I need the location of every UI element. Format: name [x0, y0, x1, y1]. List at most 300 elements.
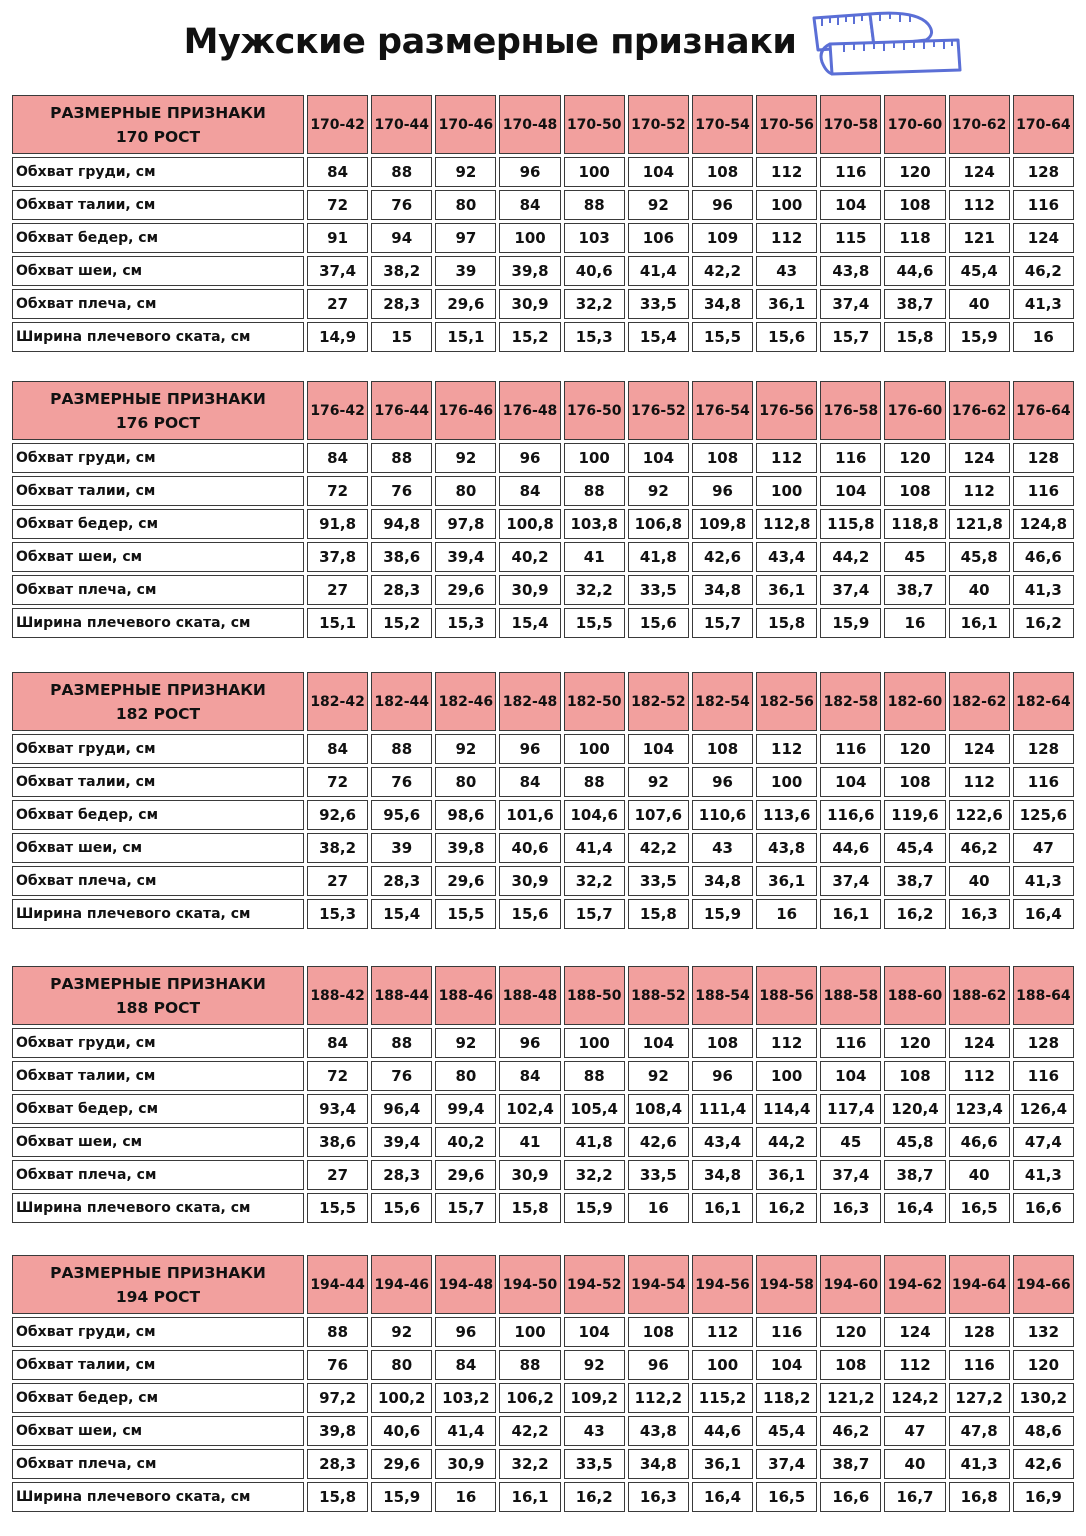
table-cell: 30,9 — [499, 866, 560, 896]
table-cell: 96 — [499, 443, 560, 473]
table-row — [12, 1193, 1074, 1223]
table-cell: 46,2 — [820, 1416, 881, 1446]
table-cell: 15,9 — [692, 899, 753, 929]
table-cell: 96 — [692, 476, 753, 506]
row-label: Ширина плечевого ската, см — [12, 1193, 304, 1223]
table-cell: 84 — [499, 767, 560, 797]
table-cell: 45,8 — [884, 1127, 945, 1157]
row-label: Обхват плеча, см — [12, 1449, 304, 1479]
table-cell: 38,7 — [884, 575, 945, 605]
row-label: Обхват шеи, см — [12, 542, 304, 572]
table-cell: 15,8 — [884, 322, 945, 352]
size-header-cell: 176-60 — [884, 381, 945, 440]
table-cell: 93,4 — [307, 1094, 368, 1124]
table-cell: 104 — [564, 1317, 625, 1347]
table-cell: 121,8 — [949, 509, 1010, 539]
table-cell: 109,2 — [564, 1383, 625, 1413]
table-header-label — [12, 95, 304, 154]
table-cell: 42,2 — [499, 1416, 560, 1446]
table-cell: 15,9 — [371, 1482, 432, 1512]
size-header-cell: 194-64 — [949, 1255, 1010, 1314]
table-cell: 15,2 — [499, 322, 560, 352]
row-label: Обхват бедер, см — [12, 1383, 304, 1413]
table-cell: 124,8 — [1013, 509, 1074, 539]
size-table-194 — [9, 1252, 1077, 1515]
table-cell: 16,4 — [692, 1482, 753, 1512]
size-header-cell: 188-48 — [499, 966, 560, 1025]
table-cell: 15,8 — [628, 899, 689, 929]
table-cell: 16 — [884, 608, 945, 638]
table-cell: 45,8 — [949, 542, 1010, 572]
size-header-cell: 182-52 — [628, 672, 689, 731]
table-row — [12, 1127, 1074, 1157]
table-cell: 44,6 — [884, 256, 945, 286]
table-header-label — [12, 1255, 304, 1314]
row-label: Обхват груди, см — [12, 734, 304, 764]
table-cell: 120 — [820, 1317, 881, 1347]
table-cell: 33,5 — [628, 1160, 689, 1190]
table-cell: 37,4 — [820, 575, 881, 605]
header-title-line: РАЗМЕРНЫЕ ПРИЗНАКИ — [50, 680, 266, 699]
table-cell: 106,2 — [499, 1383, 560, 1413]
table-cell: 84 — [307, 734, 368, 764]
size-header-cell: 188-54 — [692, 966, 753, 1025]
size-header-cell: 194-50 — [499, 1255, 560, 1314]
table-cell: 34,8 — [692, 289, 753, 319]
table-cell: 16,3 — [628, 1482, 689, 1512]
table-cell: 27 — [307, 1160, 368, 1190]
table-cell: 92 — [628, 190, 689, 220]
table-cell: 88 — [371, 1028, 432, 1058]
table-cell: 124 — [884, 1317, 945, 1347]
table-cell: 128 — [1013, 157, 1074, 187]
size-header-cell: 194-52 — [564, 1255, 625, 1314]
table-cell: 112,8 — [756, 509, 817, 539]
size-header-cell: 194-48 — [435, 1255, 496, 1314]
table-cell: 38,2 — [371, 256, 432, 286]
header-height-line: 176 РОСТ — [115, 413, 201, 432]
header-title-line: РАЗМЕРНЫЕ ПРИЗНАКИ — [50, 103, 266, 122]
table-cell: 108 — [884, 767, 945, 797]
table-cell: 128 — [1013, 1028, 1074, 1058]
table-cell: 108 — [884, 476, 945, 506]
table-cell: 124 — [1013, 223, 1074, 253]
table-cell: 100 — [692, 1350, 753, 1380]
table-cell: 128 — [1013, 734, 1074, 764]
table-cell: 100 — [564, 734, 625, 764]
table-cell: 43,8 — [820, 256, 881, 286]
table-cell: 43,4 — [692, 1127, 753, 1157]
size-header-cell: 188-44 — [371, 966, 432, 1025]
table-cell: 16,3 — [820, 1193, 881, 1223]
table-cell: 88 — [564, 1061, 625, 1091]
table-cell: 104 — [820, 767, 881, 797]
size-header-cell: 170-60 — [884, 95, 945, 154]
size-header-cell: 188-42 — [307, 966, 368, 1025]
table-cell: 124 — [949, 157, 1010, 187]
table-cell: 104,6 — [564, 800, 625, 830]
table-cell: 76 — [371, 190, 432, 220]
table-cell: 115,2 — [692, 1383, 753, 1413]
row-label: Обхват бедер, см — [12, 509, 304, 539]
table-row — [12, 157, 1074, 187]
table-cell: 88 — [371, 157, 432, 187]
table-cell: 80 — [435, 476, 496, 506]
table-header-label — [12, 966, 304, 1025]
table-cell: 91,8 — [307, 509, 368, 539]
table-cell: 92 — [435, 1028, 496, 1058]
row-label: Обхват груди, см — [12, 1317, 304, 1347]
table-cell: 36,1 — [756, 1160, 817, 1190]
table-cell: 111,4 — [692, 1094, 753, 1124]
table-cell: 45 — [884, 542, 945, 572]
table-cell: 100 — [564, 1028, 625, 1058]
table-cell: 116 — [820, 443, 881, 473]
table-cell: 38,6 — [371, 542, 432, 572]
table-cell: 40,6 — [564, 256, 625, 286]
table-cell: 16,1 — [692, 1193, 753, 1223]
table-cell: 34,8 — [692, 575, 753, 605]
size-header-cell: 194-46 — [371, 1255, 432, 1314]
table-cell: 116 — [1013, 767, 1074, 797]
table-cell: 45,4 — [756, 1416, 817, 1446]
row-label: Обхват бедер, см — [12, 223, 304, 253]
table-cell: 40,6 — [499, 833, 560, 863]
table-cell: 80 — [435, 767, 496, 797]
table-cell: 15,8 — [499, 1193, 560, 1223]
header-height-line: 194 РОСТ — [115, 1287, 201, 1306]
table-cell: 124 — [949, 1028, 1010, 1058]
table-header-row — [12, 95, 1074, 154]
table-header-row — [12, 966, 1074, 1025]
table-cell: 15,2 — [371, 608, 432, 638]
table-cell: 16,1 — [949, 608, 1010, 638]
size-header-cell: 182-44 — [371, 672, 432, 731]
table-cell: 120 — [884, 1028, 945, 1058]
table-cell: 95,6 — [371, 800, 432, 830]
table-cell: 108 — [820, 1350, 881, 1380]
table-cell: 110,6 — [692, 800, 753, 830]
table-cell: 80 — [435, 1061, 496, 1091]
row-label: Обхват груди, см — [12, 157, 304, 187]
table-cell: 112 — [692, 1317, 753, 1347]
row-label: Ширина плечевого ската, см — [12, 899, 304, 929]
row-label: Обхват шеи, см — [12, 256, 304, 286]
table-cell: 127,2 — [949, 1383, 1010, 1413]
row-label: Обхват шеи, см — [12, 1416, 304, 1446]
table-cell: 44,6 — [820, 833, 881, 863]
table-cell: 100 — [756, 1061, 817, 1091]
table-cell: 120 — [884, 734, 945, 764]
row-label: Ширина плечевого ската, см — [12, 322, 304, 352]
table-cell: 39,4 — [371, 1127, 432, 1157]
table-cell: 15,5 — [307, 1193, 368, 1223]
size-header-cell: 194-62 — [884, 1255, 945, 1314]
table-cell: 29,6 — [371, 1449, 432, 1479]
table-cell: 109,8 — [692, 509, 753, 539]
table-cell: 101,6 — [499, 800, 560, 830]
row-label: Обхват талии, см — [12, 1350, 304, 1380]
table-cell: 88 — [307, 1317, 368, 1347]
table-cell: 16,8 — [949, 1482, 1010, 1512]
table-cell: 16,2 — [1013, 608, 1074, 638]
table-cell: 28,3 — [307, 1449, 368, 1479]
table-cell: 16,1 — [820, 899, 881, 929]
size-header-cell: 188-64 — [1013, 966, 1074, 1025]
table-cell: 92 — [435, 443, 496, 473]
row-label: Ширина плечевого ската, см — [12, 1482, 304, 1512]
header-title-line: РАЗМЕРНЫЕ ПРИЗНАКИ — [50, 389, 266, 408]
table-cell: 36,1 — [692, 1449, 753, 1479]
table-cell: 115,8 — [820, 509, 881, 539]
table-cell: 132 — [1013, 1317, 1074, 1347]
table-cell: 112 — [949, 767, 1010, 797]
table-cell: 15 — [371, 322, 432, 352]
table-cell: 44,6 — [692, 1416, 753, 1446]
table-cell: 72 — [307, 767, 368, 797]
table-cell: 38,6 — [307, 1127, 368, 1157]
table-cell: 112 — [949, 476, 1010, 506]
row-label: Обхват талии, см — [12, 767, 304, 797]
table-row — [12, 575, 1074, 605]
table-cell: 15,3 — [307, 899, 368, 929]
table-cell: 88 — [371, 734, 432, 764]
size-header-cell: 194-66 — [1013, 1255, 1074, 1314]
table-cell: 36,1 — [756, 575, 817, 605]
size-header-cell: 182-56 — [756, 672, 817, 731]
size-header-cell: 188-60 — [884, 966, 945, 1025]
table-cell: 36,1 — [756, 289, 817, 319]
table-cell: 84 — [499, 476, 560, 506]
table-cell: 16,5 — [756, 1482, 817, 1512]
table-row — [12, 1350, 1074, 1380]
table-cell: 98,6 — [435, 800, 496, 830]
table-cell: 120 — [1013, 1350, 1074, 1380]
table-cell: 15,5 — [564, 608, 625, 638]
table-cell: 15,1 — [435, 322, 496, 352]
table-cell: 116 — [820, 734, 881, 764]
table-row — [12, 899, 1074, 929]
table-cell: 47,8 — [949, 1416, 1010, 1446]
table-cell: 120 — [884, 443, 945, 473]
table-cell: 30,9 — [435, 1449, 496, 1479]
table-cell: 120,4 — [884, 1094, 945, 1124]
size-header-cell: 176-64 — [1013, 381, 1074, 440]
row-label: Обхват плеча, см — [12, 289, 304, 319]
table-cell: 84 — [435, 1350, 496, 1380]
table-cell: 126,4 — [1013, 1094, 1074, 1124]
table-cell: 45,4 — [949, 256, 1010, 286]
table-row — [12, 608, 1074, 638]
table-cell: 130,2 — [1013, 1383, 1074, 1413]
size-header-cell: 170-56 — [756, 95, 817, 154]
size-header-cell: 182-50 — [564, 672, 625, 731]
table-cell: 108 — [692, 157, 753, 187]
table-cell: 40 — [949, 575, 1010, 605]
table-cell: 97,2 — [307, 1383, 368, 1413]
table-cell: 30,9 — [499, 1160, 560, 1190]
table-cell: 76 — [371, 476, 432, 506]
size-header-cell: 182-42 — [307, 672, 368, 731]
table-cell: 16 — [756, 899, 817, 929]
size-header-cell: 188-62 — [949, 966, 1010, 1025]
table-cell: 96 — [628, 1350, 689, 1380]
table-cell: 28,3 — [371, 575, 432, 605]
table-cell: 43 — [564, 1416, 625, 1446]
table-cell: 42,6 — [628, 1127, 689, 1157]
table-cell: 94 — [371, 223, 432, 253]
table-cell: 108 — [628, 1317, 689, 1347]
table-cell: 33,5 — [628, 289, 689, 319]
table-cell: 38,7 — [884, 289, 945, 319]
table-row — [12, 1061, 1074, 1091]
size-header-cell: 194-58 — [756, 1255, 817, 1314]
table-cell: 27 — [307, 866, 368, 896]
table-cell: 120 — [884, 157, 945, 187]
table-cell: 88 — [499, 1350, 560, 1380]
size-header-cell: 188-46 — [435, 966, 496, 1025]
table-cell: 16 — [435, 1482, 496, 1512]
table-cell: 103 — [564, 223, 625, 253]
table-cell: 15,3 — [564, 322, 625, 352]
table-cell: 104 — [820, 190, 881, 220]
row-label: Обхват шеи, см — [12, 833, 304, 863]
table-row — [12, 190, 1074, 220]
table-cell: 88 — [371, 443, 432, 473]
table-cell: 41,4 — [435, 1416, 496, 1446]
table-cell: 39,8 — [435, 833, 496, 863]
table-cell: 84 — [307, 1028, 368, 1058]
table-cell: 104 — [820, 476, 881, 506]
size-header-cell: 176-58 — [820, 381, 881, 440]
table-cell: 40 — [884, 1449, 945, 1479]
table-cell: 121,2 — [820, 1383, 881, 1413]
table-cell: 96 — [499, 157, 560, 187]
table-cell: 76 — [371, 767, 432, 797]
table-cell: 125,6 — [1013, 800, 1074, 830]
table-cell: 100 — [499, 223, 560, 253]
table-cell: 29,6 — [435, 866, 496, 896]
table-cell: 104 — [756, 1350, 817, 1380]
table-cell: 32,2 — [564, 1160, 625, 1190]
table-cell: 41,4 — [628, 256, 689, 286]
table-cell: 84 — [307, 157, 368, 187]
table-header-label — [12, 381, 304, 440]
size-header-cell: 182-58 — [820, 672, 881, 731]
size-header-cell: 188-50 — [564, 966, 625, 1025]
table-cell: 46,6 — [949, 1127, 1010, 1157]
table-cell: 40,2 — [499, 542, 560, 572]
table-cell: 43,8 — [756, 833, 817, 863]
size-header-cell: 176-48 — [499, 381, 560, 440]
table-cell: 39 — [371, 833, 432, 863]
table-cell: 32,2 — [564, 866, 625, 896]
table-cell: 118 — [884, 223, 945, 253]
table-cell: 94,8 — [371, 509, 432, 539]
table-cell: 41,8 — [628, 542, 689, 572]
table-cell: 100 — [564, 157, 625, 187]
table-cell: 15,4 — [628, 322, 689, 352]
table-cell: 116 — [1013, 190, 1074, 220]
size-table-188 — [9, 963, 1077, 1226]
table-cell: 16 — [1013, 322, 1074, 352]
table-cell: 124,2 — [884, 1383, 945, 1413]
table-cell: 100 — [756, 476, 817, 506]
table-cell: 102,4 — [499, 1094, 560, 1124]
size-header-cell: 170-58 — [820, 95, 881, 154]
table-row — [12, 1317, 1074, 1347]
table-cell: 88 — [564, 190, 625, 220]
table-cell: 124 — [949, 734, 1010, 764]
table-cell: 84 — [307, 443, 368, 473]
table-cell: 96 — [499, 1028, 560, 1058]
table-cell: 15,6 — [756, 322, 817, 352]
row-label: Ширина плечевого ската, см — [12, 608, 304, 638]
table-cell: 37,8 — [307, 542, 368, 572]
table-cell: 92 — [435, 734, 496, 764]
size-header-cell: 170-62 — [949, 95, 1010, 154]
table-cell: 108 — [692, 734, 753, 764]
table-cell: 42,2 — [692, 256, 753, 286]
row-label: Обхват бедер, см — [12, 1094, 304, 1124]
table-row — [12, 1160, 1074, 1190]
table-cell: 96 — [692, 767, 753, 797]
table-cell: 97 — [435, 223, 496, 253]
table-cell: 99,4 — [435, 1094, 496, 1124]
table-cell: 105,4 — [564, 1094, 625, 1124]
table-cell: 28,3 — [371, 289, 432, 319]
table-cell: 80 — [435, 190, 496, 220]
size-header-cell: 170-52 — [628, 95, 689, 154]
size-header-cell: 194-54 — [628, 1255, 689, 1314]
table-cell: 41,3 — [1013, 289, 1074, 319]
table-cell: 43 — [756, 256, 817, 286]
table-cell: 96,4 — [371, 1094, 432, 1124]
table-cell: 16,6 — [820, 1482, 881, 1512]
table-cell: 116,6 — [820, 800, 881, 830]
table-cell: 108 — [692, 1028, 753, 1058]
table-cell: 100 — [499, 1317, 560, 1347]
table-cell: 16,5 — [949, 1193, 1010, 1223]
table-cell: 122,6 — [949, 800, 1010, 830]
table-cell: 107,6 — [628, 800, 689, 830]
table-cell: 116 — [1013, 476, 1074, 506]
table-cell: 112 — [949, 1061, 1010, 1091]
table-row — [12, 542, 1074, 572]
table-cell: 116 — [820, 1028, 881, 1058]
table-cell: 92 — [628, 1061, 689, 1091]
size-header-cell: 182-64 — [1013, 672, 1074, 731]
size-header-cell: 170-50 — [564, 95, 625, 154]
table-cell: 15,5 — [692, 322, 753, 352]
table-cell: 113,6 — [756, 800, 817, 830]
table-cell: 33,5 — [628, 575, 689, 605]
table-cell: 43,8 — [628, 1416, 689, 1446]
header-title-line: РАЗМЕРНЫЕ ПРИЗНАКИ — [50, 1263, 266, 1282]
table-cell: 15,6 — [628, 608, 689, 638]
table-cell: 41,3 — [949, 1449, 1010, 1479]
table-cell: 38,2 — [307, 833, 368, 863]
table-cell: 114,4 — [756, 1094, 817, 1124]
table-cell: 15,1 — [307, 608, 368, 638]
table-cell: 15,6 — [499, 899, 560, 929]
table-cell: 37,4 — [756, 1449, 817, 1479]
table-cell: 103,2 — [435, 1383, 496, 1413]
table-cell: 40 — [949, 289, 1010, 319]
size-header-cell: 194-60 — [820, 1255, 881, 1314]
table-cell: 104 — [628, 734, 689, 764]
table-row — [12, 866, 1074, 896]
